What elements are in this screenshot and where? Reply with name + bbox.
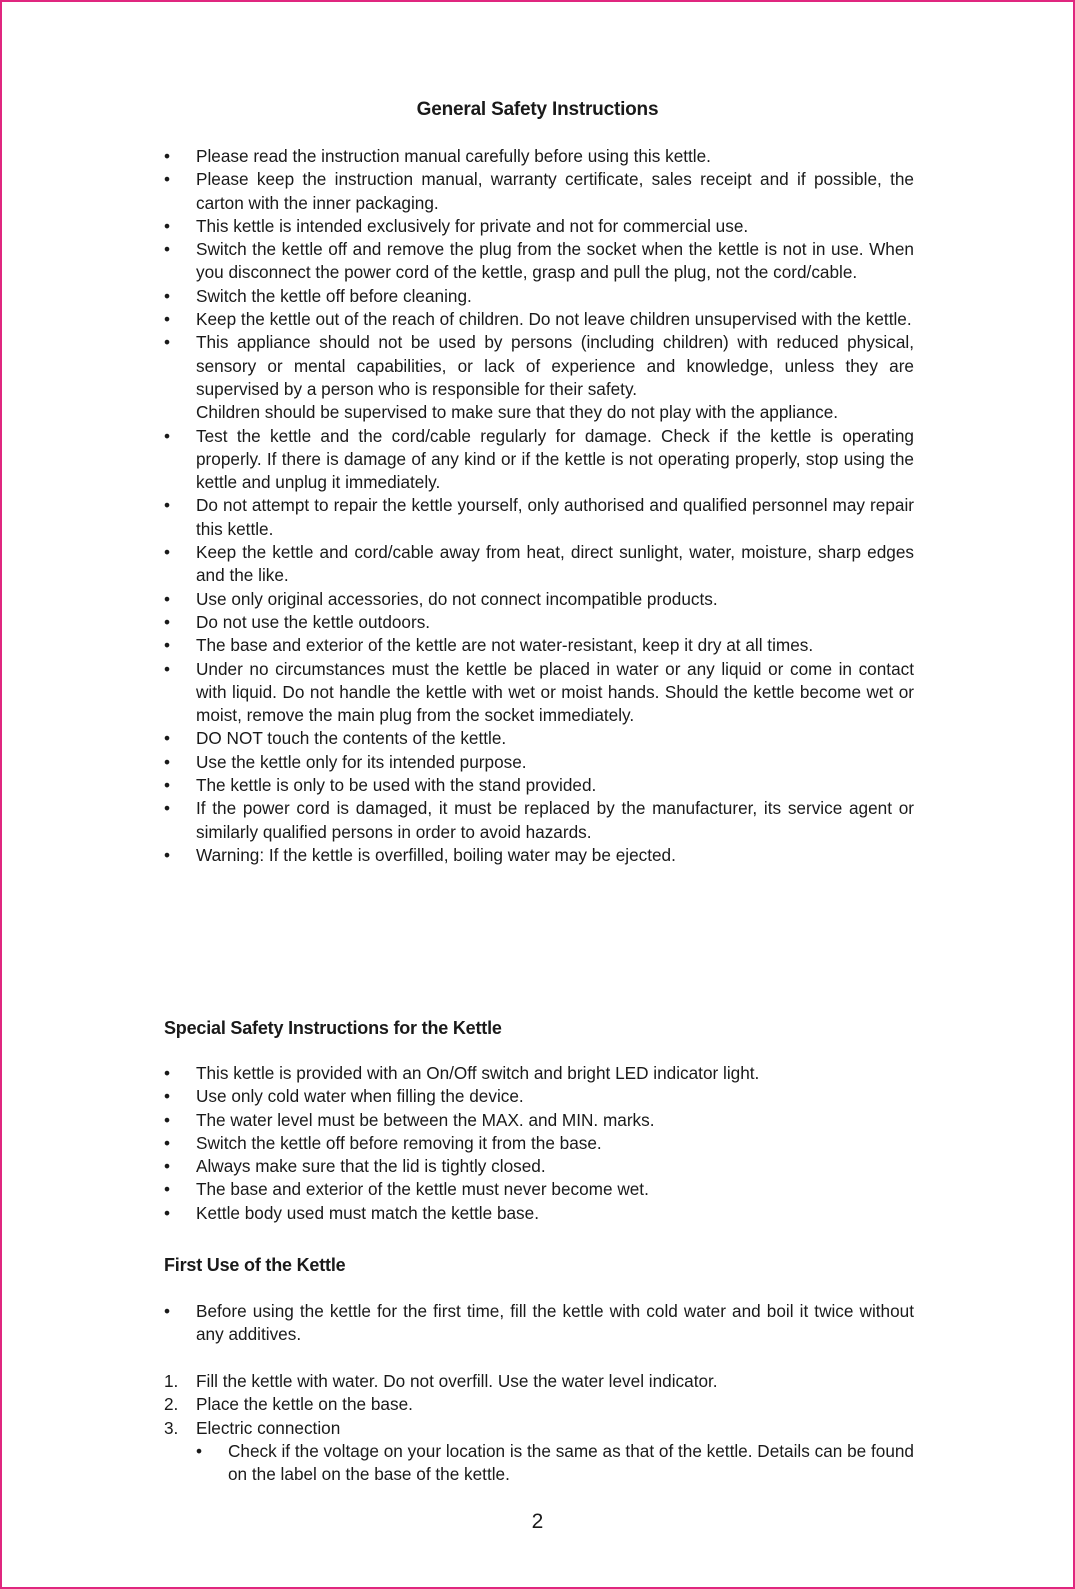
list-item: • Use only cold water when filling the device.: [164, 1085, 914, 1108]
bullet-icon: •: [164, 1109, 171, 1130]
first-use-steps: [164, 1370, 914, 1486]
list-item: • This kettle is provided with an On/Off switch and bright LED indicator light.: [164, 1062, 914, 1085]
bullet-icon: •: [164, 1132, 171, 1153]
list-item: • The base and exterior of the kettle must never become wet.: [164, 1178, 914, 1201]
list-item: • Do not use the kettle outdoors.: [164, 611, 914, 634]
special-safety-list-wrapper: [164, 1062, 914, 1225]
step-number: 1.: [164, 1371, 179, 1391]
bullet-icon: •: [164, 751, 171, 772]
list-item: • The base and exterior of the kettle are not water-resistant, keep it dry at all times.: [164, 634, 914, 657]
general-safety-list: [164, 145, 914, 867]
list-item: • Always make sure that the lid is tightly closed.: [164, 1155, 914, 1178]
step-item: 3. Electric connection • Check if the voltage on your location is the same as that of the kettle. Details can be found on the label on the base of the kettle.: [164, 1417, 914, 1487]
bullet-icon: •: [164, 215, 171, 236]
bullet-icon: •: [164, 1202, 171, 1223]
step-item: 2. Place the kettle on the base.: [164, 1393, 914, 1416]
bullet-icon: •: [164, 542, 171, 563]
general-safety-list-wrapper: [164, 145, 914, 867]
bullet-icon: •: [164, 844, 171, 865]
list-item: • Warning: If the kettle is overfilled, boiling water may be ejected.: [164, 844, 914, 867]
bullet-icon: •: [164, 798, 171, 819]
list-item: • The water level must be between the MAX. and MIN. marks.: [164, 1109, 914, 1132]
list-item: • Under no circumstances must the kettle be placed in water or any liquid or come in contact with liquid. Do not handle the kettle with wet or moist hands. Should the kettle become wet or moist, remove the main plug from the socket immediately.: [164, 658, 914, 726]
bullet-icon: •: [164, 1179, 171, 1200]
bullet-icon: •: [164, 425, 171, 446]
bullet-icon: •: [164, 285, 171, 306]
general-safety-title: General Safety Instructions: [416, 99, 659, 120]
children-note: Children should be supervised to make sure that they do not play with the appliance.: [196, 402, 839, 423]
list-item: • The kettle is only to be used with the stand provided.: [164, 774, 914, 797]
bullet-icon: •: [164, 611, 171, 632]
first-use-steps-wrapper: [164, 1370, 914, 1486]
list-item: • Before using the kettle for the first time, fill the kettle with cold water and boil it twice without any additives.: [164, 1301, 914, 1345]
list-item: • Check if the voltage on your location is the same as that of the kettle. Details can be found on the label on the base of the kettle.: [196, 1440, 914, 1485]
list-item: • Keep the kettle out of the reach of children. Do not leave children unsupervised with the kettle.: [164, 308, 914, 331]
list-item: • Switch the kettle off and remove the plug from the socket when the kettle is not in use. When you disconnect the power cord of the kettle, grasp and pull the plug, not the cord/cable.: [164, 239, 914, 283]
bullet-icon: •: [164, 495, 171, 516]
list-item: • Use only original accessories, do not connect incompatible products.: [164, 588, 914, 611]
list-item: • Please keep the instruction manual, warranty certificate, sales receipt and if possible, the carton with the inner packaging.: [164, 169, 914, 213]
bullet-icon: •: [164, 332, 171, 353]
bullet-icon: •: [164, 1063, 171, 1083]
list-item: • Keep the kettle and cord/cable away from heat, direct sunlight, water, moisture, sharp edges and the like.: [164, 542, 914, 586]
electric-connection-sublist: [196, 1440, 914, 1487]
list-item: • Do not attempt to repair the kettle yourself, only authorised and qualified personnel may repair this kettle.: [164, 495, 914, 539]
list-item: • Test the kettle and the cord/cable regularly for damage. Check if the kettle is operating properly. If there is damage of any kind or if the kettle is not operating properly, stop using the kettle and unplug it immediately.: [164, 425, 914, 493]
list-item: • Switch the kettle off before cleaning.: [164, 285, 914, 308]
list-item: • This kettle is intended exclusively for private and not for commercial use.: [164, 215, 914, 238]
bullet-icon: •: [164, 169, 171, 190]
list-item: • This appliance should not be used by persons (including children) with reduced physical, sensory or mental capabilities, or lack of experience and knowledge, unless they are supervised by a person who is responsible for their safety. Children should be supervised to make sure that they do not play with the appliance.: [164, 332, 914, 423]
list-item: • If the power cord is damaged, it must be replaced by the manufacturer, its service agent or similarly qualified persons in order to avoid hazards.: [164, 798, 914, 842]
bullet-icon: •: [196, 1440, 203, 1461]
list-item: • Switch the kettle off before removing it from the base.: [164, 1132, 914, 1155]
step-number: 2.: [164, 1394, 179, 1415]
bullet-icon: •: [164, 658, 171, 679]
special-safety-title: Special Safety Instructions for the Kettle: [164, 1018, 502, 1038]
special-safety-list: [164, 1062, 914, 1225]
list-item: • Please read the instruction manual carefully before using this kettle.: [164, 145, 914, 168]
bullet-icon: •: [164, 146, 171, 166]
bullet-icon: •: [164, 728, 171, 749]
step-item: 1. Fill the kettle with water. Do not overfill. Use the water level indicator.: [164, 1370, 914, 1393]
bullet-icon: •: [164, 1156, 171, 1177]
bullet-icon: •: [164, 239, 171, 260]
bullet-icon: •: [164, 635, 171, 656]
list-item: • Use the kettle only for its intended purpose.: [164, 751, 914, 774]
bullet-icon: •: [164, 1086, 171, 1107]
bullet-icon: •: [164, 588, 171, 609]
step-number: 3.: [164, 1417, 179, 1438]
list-item: • DO NOT touch the contents of the kettle.: [164, 727, 914, 750]
list-item: • Kettle body used must match the kettle base.: [164, 1202, 914, 1225]
first-use-title: First Use of the Kettle: [164, 1255, 346, 1275]
bullet-icon: •: [164, 1301, 171, 1321]
page-number: 2: [531, 1510, 544, 1533]
bullet-icon: •: [164, 775, 171, 796]
first-use-intro-wrapper: [164, 1300, 914, 1347]
first-use-intro-list: [164, 1300, 914, 1347]
bullet-icon: •: [164, 309, 171, 330]
